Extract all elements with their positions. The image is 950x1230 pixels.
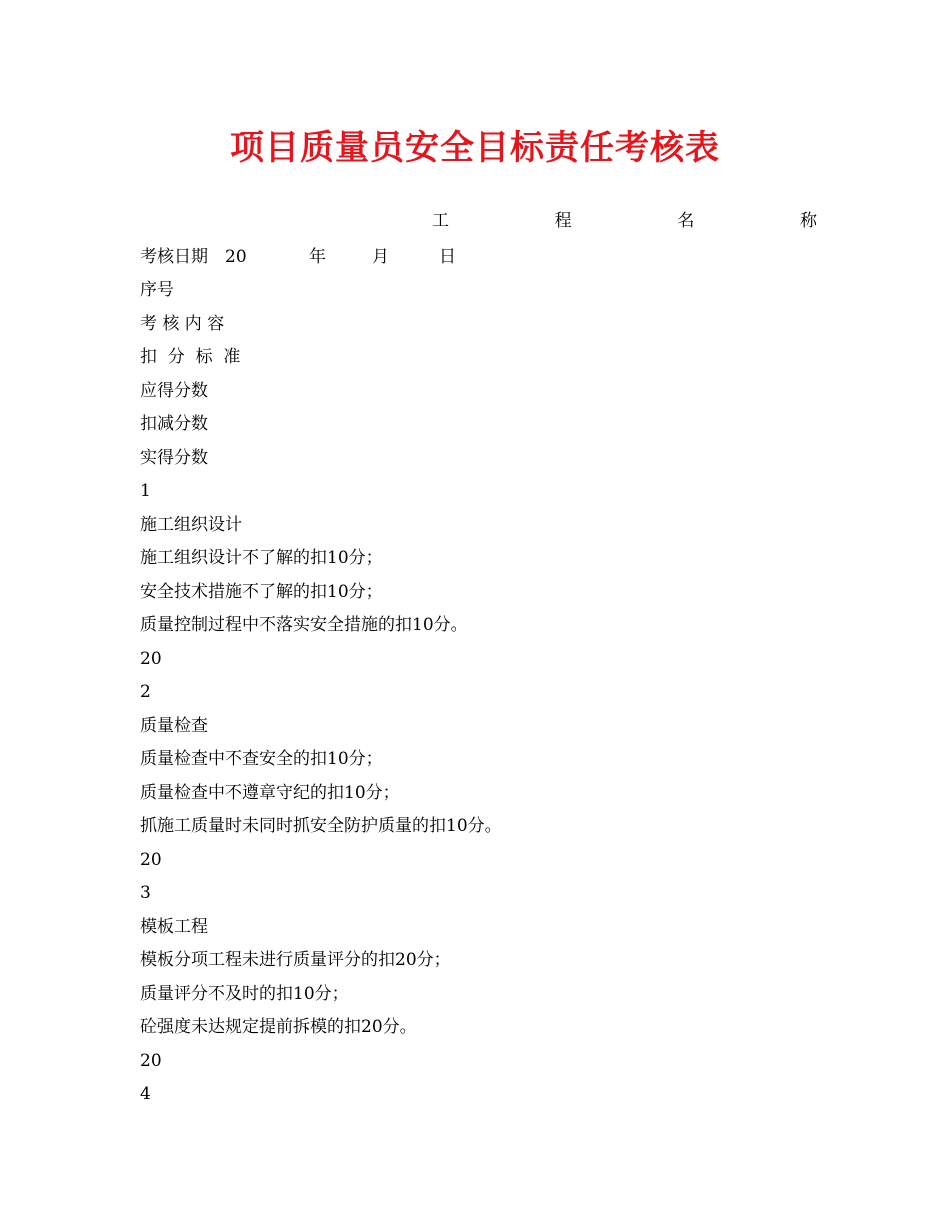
day-label: 日 — [439, 247, 456, 267]
text-line: 1 — [140, 481, 151, 501]
text-line: 抓施工质量时未同时抓安全防护质量的扣10分。 — [140, 816, 502, 836]
text-line: 质量检查 — [140, 715, 208, 736]
text-line: 考 核 内 容 — [140, 313, 225, 334]
text-line: 施工组织设计不了解的扣10分； — [140, 548, 383, 568]
text-line: 实得分数 — [140, 447, 208, 468]
text-line: 扣 分 标 准 — [140, 347, 241, 367]
text-line: 20 — [140, 1050, 162, 1071]
text-line: 3 — [140, 883, 151, 903]
text-line: 安全技术措施不了解的扣10分； — [140, 581, 383, 602]
project-name-char: 工 — [432, 211, 449, 231]
project-name-label — [432, 208, 817, 234]
document-title: 项目质量员安全目标责任考核表 — [230, 128, 720, 168]
text-line: 20 — [140, 849, 162, 870]
text-line: 砼强度未达规定提前拆模的扣20分。 — [140, 1017, 417, 1037]
month-label: 月 — [372, 247, 389, 267]
text-line: 序号 — [140, 280, 174, 300]
text-line: 质量检查中不查安全的扣10分； — [140, 749, 383, 769]
text-line: 扣减分数 — [140, 414, 208, 434]
date-label: 考核日期 — [140, 247, 208, 267]
text-line: 应得分数 — [140, 380, 208, 401]
text-line: 质量检查中不遵章守纪的扣10分； — [140, 782, 400, 803]
text-line: 2 — [140, 682, 151, 702]
year-prefix: 20 — [225, 247, 247, 267]
project-name-char: 名 — [677, 211, 695, 231]
text-line: 施工组织设计 — [140, 514, 242, 535]
text-line: 质量评分不及时的扣10分； — [140, 983, 349, 1004]
project-name-char: 称 — [799, 211, 817, 231]
project-name-char: 程 — [554, 211, 572, 231]
text-line: 模板工程 — [140, 916, 208, 937]
text-line: 4 — [140, 1084, 151, 1104]
text-line: 质量控制过程中不落实安全措施的扣10分。 — [140, 615, 468, 635]
text-line: 模板分项工程未进行质量评分的扣20分； — [140, 950, 451, 970]
year-label: 年 — [309, 247, 326, 267]
text-line: 20 — [140, 648, 162, 669]
assessment-table-content — [140, 277, 900, 1115]
